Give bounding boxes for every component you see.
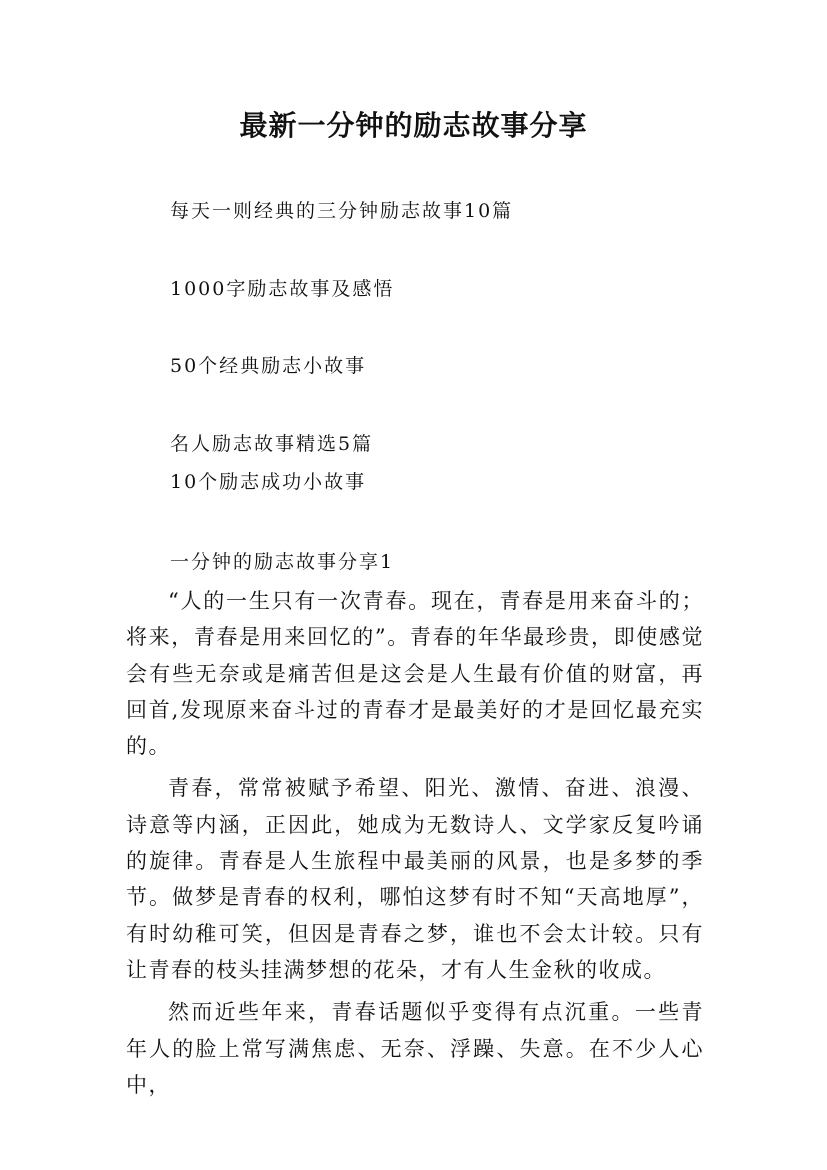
- article-body: [126, 583, 704, 1109]
- section-heading: 一分钟的励志故事分享1: [170, 551, 395, 573]
- related-link[interactable]: 每天一则经典的三分钟励志故事10篇: [170, 200, 514, 222]
- related-link[interactable]: 名人励志故事精选5篇: [170, 433, 374, 455]
- body-paragraph: 然而近些年来，青春话题似乎变得有点沉重。一些青年人的脸上常写满焦虑、无奈、浮躁、失意。在不少人心中，: [126, 1000, 704, 1097]
- body-paragraph: 青春，常常被赋予希望、阳光、激情、奋进、浪漫、诗意等内涵，正因此，她成为无数诗人、文学家反复吟诵的旋律。青春是人生旅程中最美丽的风景，也是多梦的季节。做梦是青春的权利，哪怕这梦有时不知“天高地厚”，有时幼稚可笑，但因是青春之梦，谁也不会太计较。只有让青春的枝头挂满梦想的花朵，才有人生金秋的收成。: [126, 776, 704, 982]
- related-link[interactable]: 50个经典励志小故事: [170, 355, 367, 377]
- body-paragraph: “人的一生只有一次青春。现在，青春是用来奋斗的；将来，青春是用来回忆的”。青春的年华最珍贵，即使感觉会有些无奈或是痛苦但是这会是人生最有价值的财富，再回首,发现原来奋斗过的青春才是最美好的才是回忆最充实的。: [126, 589, 704, 759]
- related-link[interactable]: 1000字励志故事及感悟: [170, 278, 395, 300]
- related-link[interactable]: 10个励志成功小故事: [170, 471, 367, 493]
- document-title: 最新一分钟的励志故事分享: [239, 109, 588, 142]
